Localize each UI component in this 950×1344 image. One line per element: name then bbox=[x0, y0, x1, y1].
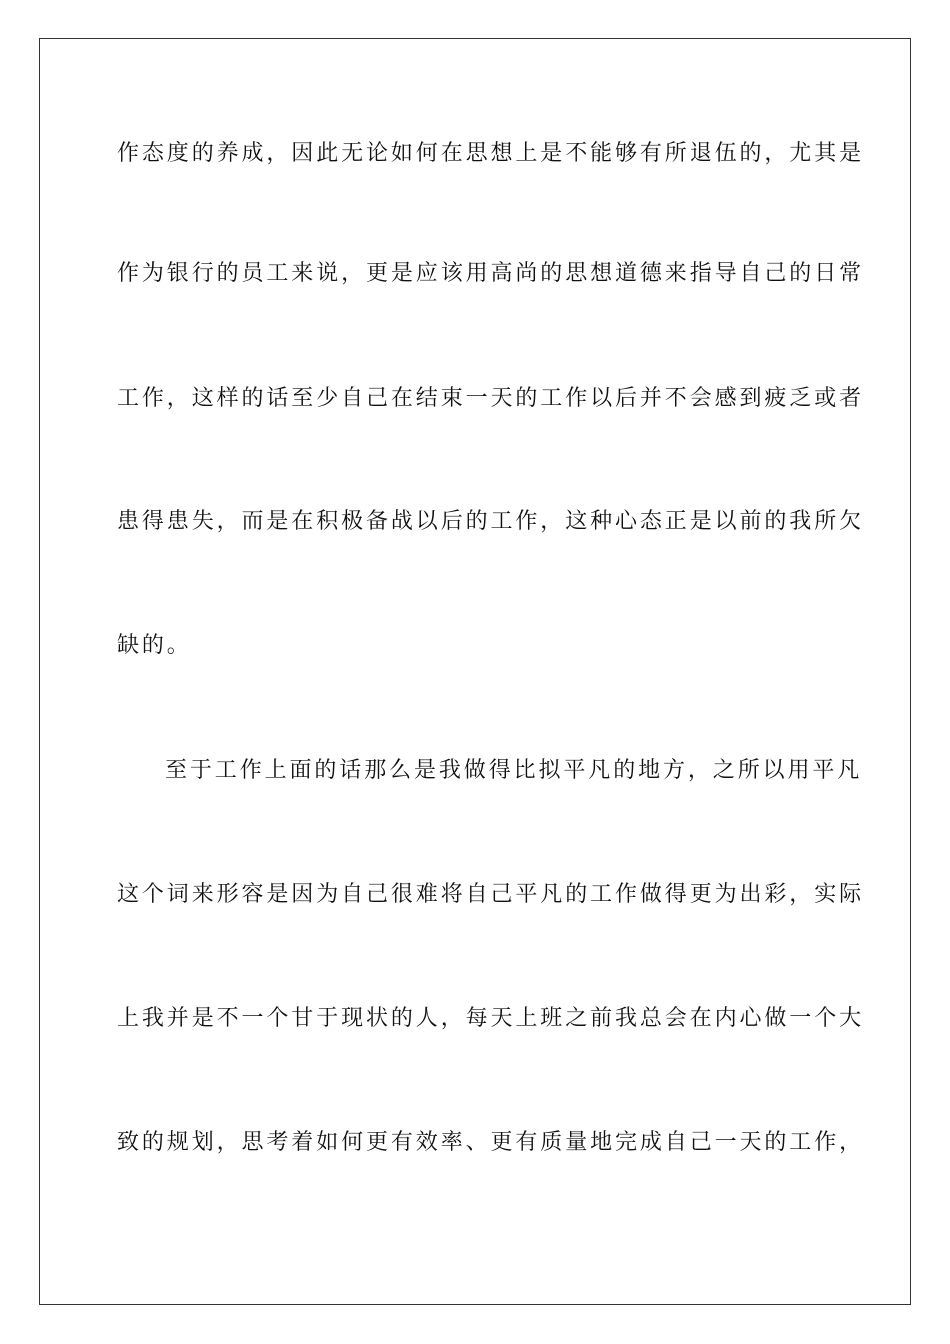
paragraph-line: 至于工作上面的话那么是我做得比拟平凡的地方，之所以用平凡 bbox=[165, 758, 863, 783]
paragraph-line: 致的规划，思考着如何更有效率、更有质量地完成自己一天的工作， bbox=[117, 1130, 865, 1155]
paragraph-line: 这个词来形容是因为自己很难将自己平凡的工作做得更为出彩，实际 bbox=[117, 882, 865, 907]
paragraph-line: 工作，这样的话至少自己在结束一天的工作以后并不会感到疲乏或者 bbox=[117, 386, 865, 411]
page-border bbox=[39, 38, 911, 1305]
paragraph-line: 患得患失，而是在积极备战以后的工作，这种心态正是以前的我所欠 bbox=[117, 509, 865, 534]
paragraph-line: 缺的。 bbox=[117, 633, 192, 658]
paragraph-line: 上我并是不一个甘于现状的人，每天上班之前我总会在内心做一个大 bbox=[117, 1006, 865, 1031]
paragraph-line: 作态度的养成，因此无论如何在思想上是不能够有所退伍的，尤其是 bbox=[117, 141, 865, 166]
paragraph-line: 作为银行的员工来说，更是应该用高尚的思想道德来指导自己的日常 bbox=[117, 261, 865, 286]
